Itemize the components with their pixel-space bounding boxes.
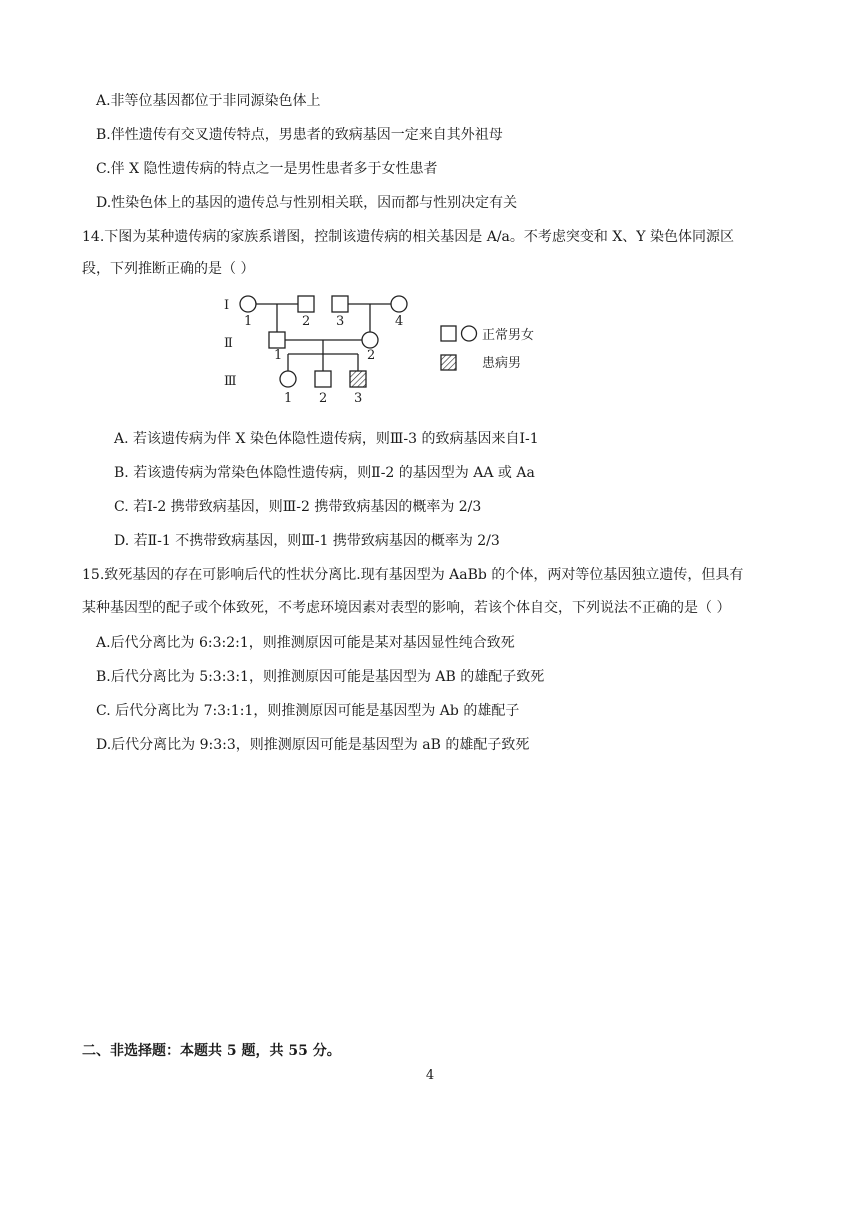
legend-affected-label: 患病男 <box>482 356 522 371</box>
gen2-male-1 <box>269 332 285 348</box>
section2-title: 二、非选择题：本题共 5 题，共 55 分。 <box>82 1043 341 1059</box>
gen3-num-3: 3 <box>354 391 363 406</box>
legend-normal-label: 正常男女 <box>482 328 535 343</box>
q15-stem-line1: 15.致死基因的存在可影响后代的性状分离比.现有基因型为 AaBb 的个体，两对等位基因独立遗传，但具有 <box>82 567 744 583</box>
q14-stem-line2: 段，下列推断正确的是（ ） <box>82 261 255 277</box>
pedigree-chart <box>224 288 564 408</box>
q14-option-c: C. 若Ⅰ-2 携带致病基因，则Ⅲ-2 携带致病基因的概率为 2/3 <box>114 499 482 515</box>
gen3-affected-male-3 <box>350 371 366 387</box>
gen1-male-3 <box>332 296 348 312</box>
page-number: 4 <box>425 1068 435 1083</box>
q13-option-c: C.伴 X 隐性遗传病的特点之一是男性患者多于女性患者 <box>96 161 438 177</box>
gen-label-2: Ⅱ <box>224 336 233 351</box>
gen3-male-2 <box>315 371 331 387</box>
gen1-num-1: 1 <box>244 314 253 329</box>
q14-option-a: A. 若该遗传病为伴 X 染色体隐性遗传病，则Ⅲ-3 的致病基因来自Ⅰ-1 <box>114 431 539 447</box>
q14-option-b: B. 若该遗传病为常染色体隐性遗传病，则Ⅱ-2 的基因型为 AA 或 Aa <box>114 465 535 481</box>
q15-option-d: D.后代分离比为 9:3:3，则推测原因可能是基因型为 aB 的雄配子致死 <box>96 737 530 753</box>
gen-label-3: Ⅲ <box>224 374 237 389</box>
gen3-num-1: 1 <box>284 391 293 406</box>
legend-normal-male-icon <box>441 326 456 341</box>
gen3-female-1 <box>280 371 296 387</box>
gen1-num-4: 4 <box>395 314 404 329</box>
gen1-female-1 <box>240 296 256 312</box>
q15-option-c: C. 后代分离比为 7:3:1:1，则推测原因可能是基因型为 Ab 的雄配子 <box>96 703 520 719</box>
legend-affected-male-icon <box>441 355 456 370</box>
q15-option-b: B.后代分离比为 5:3:3:1，则推测原因可能是基因型为 AB 的雄配子致死 <box>96 669 545 685</box>
q13-option-d: D.性染色体上的基因的遗传总与性别相关联，因而都与性别决定有关 <box>96 195 518 211</box>
q13-option-a: A.非等位基因都位于非同源染色体上 <box>96 93 321 109</box>
q14-option-d: D. 若Ⅱ-1 不携带致病基因，则Ⅲ-1 携带致病基因的概率为 2/3 <box>114 533 500 549</box>
q14-stem-line1: 14.下图为某种遗传病的家族系谱图，控制该遗传病的相关基因是 A/a。不考虑突变和 X、Y 染色体同源区 <box>82 229 734 245</box>
gen1-num-2: 2 <box>302 314 311 329</box>
legend-normal-female-icon <box>462 326 477 341</box>
gen1-num-3: 3 <box>336 314 345 329</box>
q15-stem-line2: 某种基因型的配子或个体致死，不考虑环境因素对表型的影响，若该个体自交，下列说法不正确的是（ ） <box>82 600 731 616</box>
gen-label-1: Ⅰ <box>224 298 230 313</box>
gen3-num-2: 2 <box>319 391 328 406</box>
gen1-female-4 <box>391 296 407 312</box>
gen2-num-2: 2 <box>367 348 376 363</box>
gen1-male-2 <box>298 296 314 312</box>
q13-option-b: B.伴性遗传有交叉遗传特点，男患者的致病基因一定来自其外祖母 <box>96 127 503 143</box>
gen2-num-1: 1 <box>274 348 283 363</box>
q15-option-a: A.后代分离比为 6:3:2:1，则推测原因可能是某对基因显性纯合致死 <box>96 635 515 651</box>
gen2-female-2 <box>362 332 378 348</box>
